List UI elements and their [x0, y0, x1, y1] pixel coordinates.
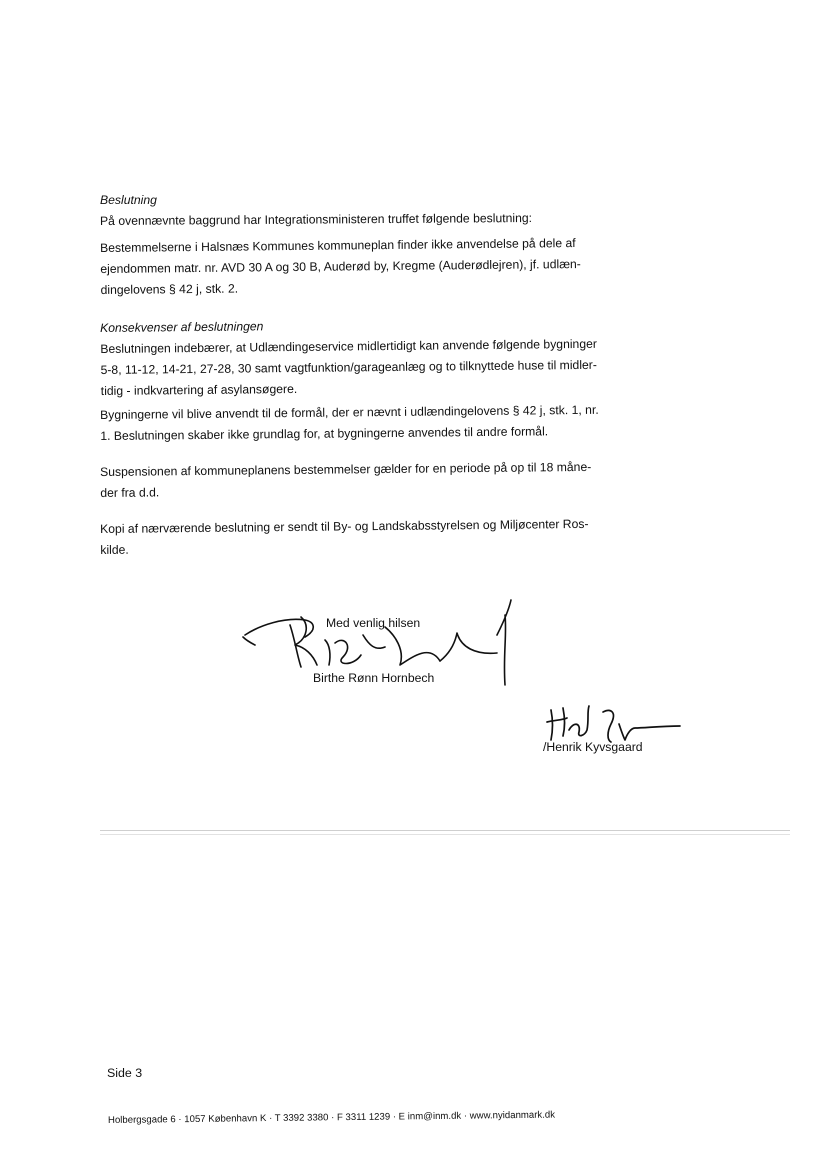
purpose-line: Bygningerne vil blive anvendt til de formål, der er nævnt i udlændingelovens § 42 j, stk. 1, nr.	[100, 402, 599, 422]
purpose-paragraph	[100, 399, 670, 447]
suspension-line: Suspensionen af kommuneplanens bestemmelser gælder for en periode på op til 18 måne-	[100, 459, 592, 479]
decision-section	[100, 190, 670, 232]
signer-henrik: /Henrik Kyvsgaard	[543, 740, 643, 754]
signer-minister: Birthe Rønn Hornbech	[313, 671, 435, 685]
scan-divider	[100, 830, 790, 831]
decision-line: ejendommen matr. nr. AVD 30 A og 30 B, Auderød by, Kregme (Auderødlejren), jf. udlæn-	[100, 256, 581, 276]
consequences-line: tidig - indkvartering af asylansøgere.	[100, 381, 298, 398]
copy-paragraph	[100, 513, 670, 561]
decision-heading: Beslutning	[100, 193, 157, 207]
consequences-section	[100, 312, 671, 402]
decision-line: dingelovens § 42 j, stk. 2.	[100, 281, 239, 297]
decision-paragraph	[100, 232, 671, 301]
consequences-line: 5-8, 11-12, 14-21, 27-28, 30 samt vagtfunktion/garageanlæg og to tilknyttede huse til midler-	[100, 357, 597, 377]
copy-line: Kopi af nærværende beslutning er sendt til By- og Landskabsstyrelsen og Miljøcenter Ros-	[100, 516, 589, 536]
copy-line: kilde.	[100, 542, 129, 557]
consequences-line: Beslutningen indebærer, at Udlændingeservice midlertidigt kan anvende følgende bygninger	[100, 336, 597, 356]
scan-divider	[100, 834, 790, 835]
suspension-paragraph	[100, 456, 670, 504]
page-number: Side 3	[107, 1066, 143, 1080]
footer-address: Holbergsgade 6 · 1057 København K · T 3392 3380 · F 3311 1239 · E inm@inm.dk · www.nyidanmark.dk	[107, 1109, 556, 1126]
decision-intro: På ovennævnte baggrund har Integrationsministeren truffet følgende beslutning:	[99, 210, 533, 228]
purpose-line: 1. Beslutningen skaber ikke grundlag for, at bygningerne anvendes til andre formål.	[100, 424, 549, 443]
suspension-line: der fra d.d.	[100, 485, 160, 500]
decision-line: Bestemmelserne i Halsnæs Kommunes kommuneplan finder ikke anvendelse på dele af	[100, 236, 576, 255]
consequences-heading: Konsekvenser af beslutningen	[100, 319, 264, 335]
closing-greeting: Med venlig hilsen	[326, 616, 421, 630]
